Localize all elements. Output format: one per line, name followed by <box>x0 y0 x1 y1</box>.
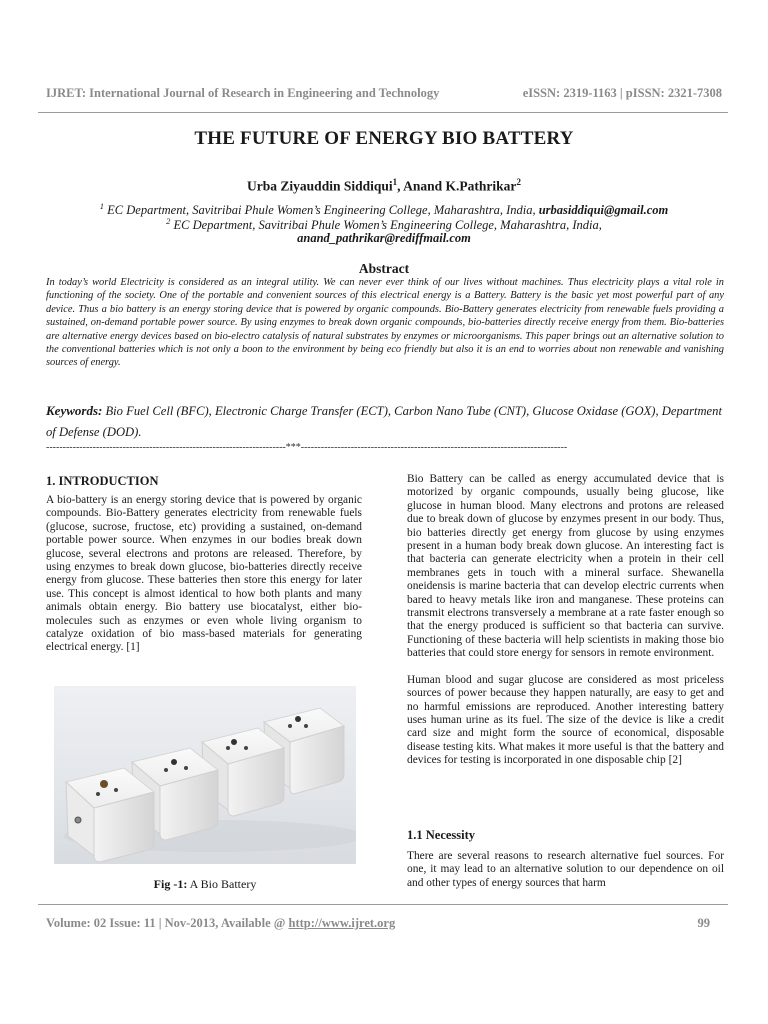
author-separator: , <box>397 178 404 194</box>
journal-name: IJRET: International Journal of Research in Engineering and Technology <box>46 86 440 100</box>
affiliation-2-sup: 2 <box>166 216 171 226</box>
right-column <box>407 473 724 781</box>
author-1-sup: 1 <box>392 177 398 187</box>
page-footer <box>46 916 710 931</box>
author-2-sup: 2 <box>516 177 521 187</box>
header-rule <box>38 112 728 113</box>
battery-cell-1 <box>66 768 154 862</box>
affiliation-1-sup: 1 <box>99 201 105 211</box>
paper-title: THE FUTURE OF ENERGY BIO BATTERY <box>194 128 574 149</box>
footer-volume <box>46 916 395 931</box>
footer-url-link[interactable]: http://www.ijret.org <box>288 916 396 930</box>
abstract-text: In today’s world Electricity is considered as an integral utility. We can never ever think of our lives without machines. Thus electricity plays a vital role in functioning of the society. One of the portable and convenient sources of this electrical energy is a Battery. Battery is the basic yet most powerful part of any device. Thus a bio battery is an energy storing device that is powered by organic compounds. Bio-Battery generates electricity from renewable fuels providing a sustained, on-demand portable power source. By using enzymes to break down organic compounds, bio-batteries directly receive energy from them. Bio-batteries are alternative energy devices based on bio-electro catalysis of natural substrates by enzymes or microorganisms. This paper brings out an alternative solution to the conventional batteries which is not only a boon to the environment by being eco friendly but also it is an end to worries about non renewable and vanishing sources of energy. <box>46 277 724 369</box>
left-column <box>46 494 362 668</box>
right-paragraph-1: Bio Battery can be called as energy accumulated device that is motorized by organic compounds, usually being glucose, like glucose in human blood. Many electrons and protons are released due to break down of glucose by enzymes present in our body. Thus, bio batteries directly get energy from glucose by using enzymes present in a human body break down glucose. An interesting fact is that bacteria can generate electricity when a protein in their cell membranes gets in touch with a mineral surface. Shewanella oneidensis is marine bacteria that can develop electric currents when bared to heavy metals like iron and manganese. These proteins can transmit electrons transversely a membrane at a rate faster enough so that the energy produced is sufficient so that bacteria can survive. Functioning of these bacteria will help scientists in making those bio batteries that could store energy for sensors in remote environment. <box>407 473 724 660</box>
affiliation-2-email-line <box>0 231 768 246</box>
footer-volume-text: Volume: 02 Issue: 11 | Nov-2013, Available @ <box>46 916 289 930</box>
email-2[interactable]: anand_pathrikar@rediffmail.com <box>297 231 471 245</box>
right-paragraph-2: Human blood and sugar glucose are considered as most priceless sources of power because they happen naturally, are easy to get and no harmful emissions are reproduced. Another interesting battery uses human urine as its fuel. The size of the device is like a credit card size and might form the source of economical, disposable disease testing kits. What makes it more useful is that the battery and devices for testing is incorporated in one disposable chip [2] <box>407 673 724 767</box>
running-header <box>46 86 722 101</box>
intro-paragraph: A bio-battery is an energy storing device that is powered by organic compounds. Bio-Battery generates electricity from renewable fuels (glucose, sucrose, fructose, etc) providing a sustained, on-demand portable power source. When enzymes in our bodies break down glucose, several electrons and protons are released. Therefore, by using enzymes to break down glucose, bio-batteries directly receive energy from glucose. These batteries then store this energy for later use. This concept is almost identical to how both plants and many animals obtain energy. Bio battery use biocatalyst, either bio-molecules such as enzymes or even whole living organism to catalyze oxidation of bio mass-based materials for generating electrical energy. [1] <box>46 494 362 654</box>
section-heading-introduction: 1. INTRODUCTION <box>46 474 159 488</box>
subsection-heading-necessity: 1.1 Necessity <box>407 828 476 842</box>
abstract-heading: Abstract <box>358 261 410 276</box>
keywords-label: Keywords: <box>46 403 103 418</box>
affiliation-1-text: EC Department, Savitribai Phule Women’s Engineering College, Maharashtra, India, <box>104 203 539 218</box>
email-1[interactable]: urbasiddiqui@gmail.com <box>538 203 669 218</box>
keywords-text: Bio Fuel Cell (BFC), Electronic Charge Transfer (ECT), Carbon Nano Tube (CNT), Glucose Oxidase (GOX), Department of Defense (DOD). <box>46 404 722 439</box>
figure-label: Fig -1: <box>153 877 188 891</box>
bio-battery-illustration <box>54 686 356 864</box>
figure-caption <box>0 877 410 892</box>
separator-mark: *** <box>285 442 301 453</box>
keywords <box>46 400 724 443</box>
author-1: Urba Ziyauddin Siddiqui <box>247 178 393 194</box>
section-separator: ------------------------------------------------------------------------***-------------------------------------------------------------------------------- <box>46 442 568 453</box>
right-column-continued <box>407 850 724 903</box>
bio-battery-figure <box>54 686 356 864</box>
figure-caption-text: A Bio Battery <box>187 877 257 891</box>
footer-rule <box>38 904 728 905</box>
affiliation-2-text: EC Department, Savitribai Phule Women’s Engineering College, Maharashtra, India, <box>170 218 602 233</box>
issn-info: eISSN: 2319-1163 | pISSN: 2321-7308 <box>522 86 722 100</box>
author-line <box>0 177 768 195</box>
right-paragraph-3: There are several reasons to research alternative fuel sources. For one, it may lead to an alternative solution to our dependence on oil and other types of energy sources that harm <box>407 850 724 889</box>
page-number: 99 <box>697 916 710 930</box>
author-2: Anand K.Pathrikar <box>403 178 517 194</box>
